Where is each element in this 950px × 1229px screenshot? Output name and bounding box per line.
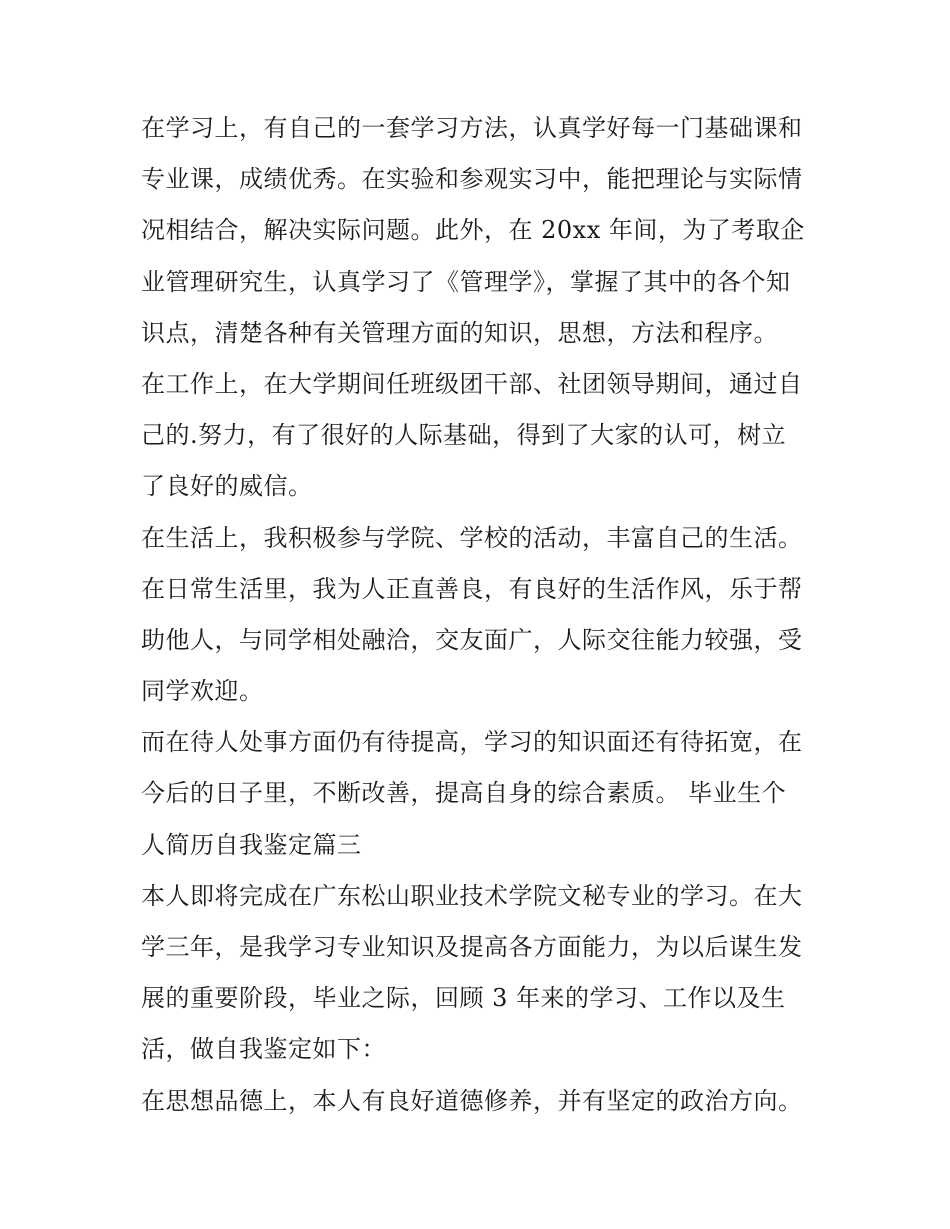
text-line-15: 人简历自我鉴定篇三	[141, 830, 362, 859]
text-line-14: 今后的日子里，不断改善，提高自身的综合素质。 毕业生个	[141, 779, 787, 808]
text-line-18: 展的重要阶段，毕业之际，回顾 3 年来的学习、工作以及生	[141, 984, 786, 1013]
text-line-16: 本人即将完成在广东松山职业技术学院文秘专业的学习。在大	[141, 881, 803, 910]
text-line-12: 同学欢迎。	[141, 677, 264, 706]
text-line-10: 在日常生活里，我为人正直善良，有良好的生活作风，乐于帮	[141, 574, 803, 603]
text-line-7: 己的.努力，有了很好的人际基础，得到了大家的认可，树立	[141, 421, 787, 450]
text-line-20: 在思想品德上，本人有良好道德修养，并有坚定的政治方向。	[141, 1086, 803, 1115]
text-line-17: 学三年，是我学习专业知识及提高各方面能力，为以后谋生发	[141, 933, 803, 961]
text-line-2: 专业课，成绩优秀。在实验和参观实习中，能把理论与实际情	[141, 165, 803, 194]
document-body	[141, 103, 821, 1127]
text-line-19: 活，做自我鉴定如下：	[141, 1035, 386, 1064]
text-line-6: 在工作上，在大学期间任班级团干部、社团领导期间，通过自	[141, 369, 803, 398]
text-line-8: 了良好的威信。	[141, 472, 313, 501]
text-line-1: 在学习上，有自己的一套学习方法，认真学好每一门基础课和	[141, 114, 803, 142]
text-line-11: 助他人，与同学相处融洽，交友面广，人际交往能力较强，受	[141, 625, 803, 654]
text-line-9: 在生活上，我积极参与学院、学校的活动，丰富自己的生活。	[141, 523, 803, 552]
text-line-13: 而在待人处事方面仍有待提高，学习的知识面还有待拓宽，在	[141, 728, 803, 757]
text-line-4: 业管理研究生，认真学习了《管理学》，掌握了其中的各个知	[141, 267, 791, 296]
text-line-5: 识点，清楚各种有关管理方面的知识，思想，方法和程序。	[141, 318, 778, 347]
text-line-3: 况相结合，解决实际问题。此外，在 20xx 年间，为了考取企	[141, 216, 805, 245]
